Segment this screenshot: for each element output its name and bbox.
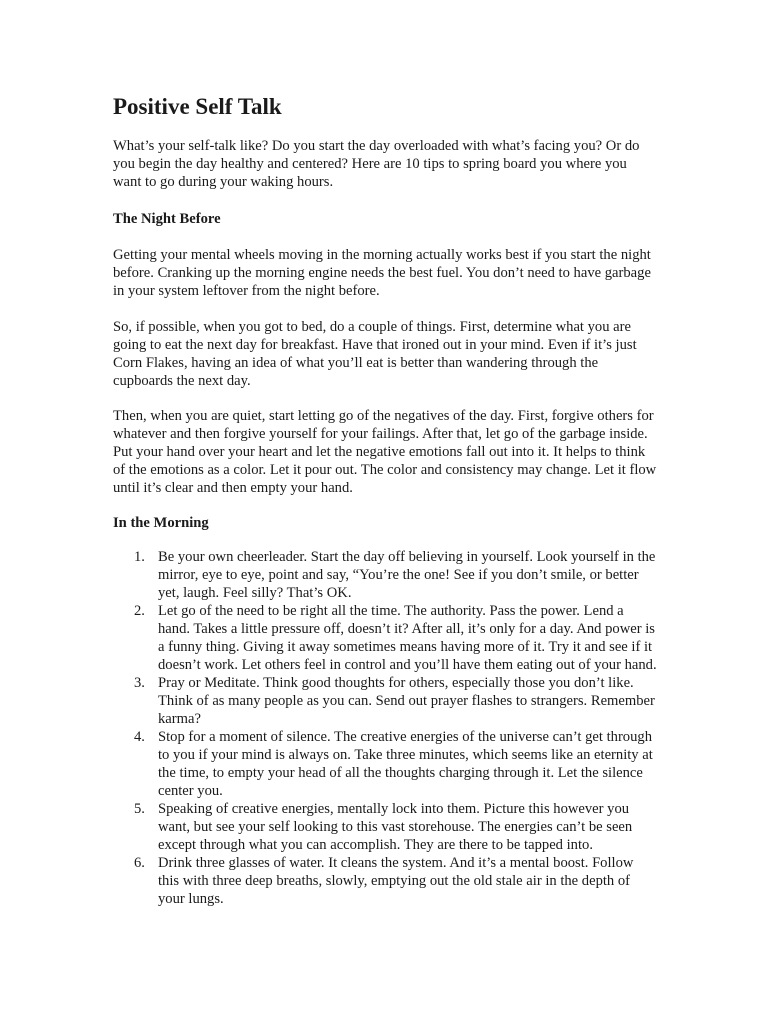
night-paragraph-1: Getting your mental wheels moving in the morning actually works best if you start the night before. Cranking up the morning engine needs the best fuel. You don’t need to have garbage in your system leftover from the night before. <box>113 247 651 299</box>
list-item <box>113 602 658 674</box>
intro-paragraph: What’s your self-talk like? Do you start the day overloaded with what’s facing you? Or do you begin the day healthy and centered? Here are 10 tips to spring board you where you want to go during your waking hours. <box>113 138 640 190</box>
list-item <box>113 854 658 908</box>
list-item-text: Drink three glasses of water. It cleans the system. And it’s a mental boost. Follow this with three deep breaths, slowly, emptying out the old stale air in the depth of your lungs. <box>158 855 634 907</box>
list-item <box>113 548 658 602</box>
section-heading-night-before: The Night Before <box>113 211 221 227</box>
night-paragraph-2: So, if possible, when you got to bed, do a couple of things. First, determine what you are going to eat the next day for breakfast. Have that ironed out in your mind. Even if it’s just Corn Flakes, having an idea of what you’ll eat is better than wandering through the cupboards the next day. <box>113 319 637 389</box>
list-item <box>113 728 658 800</box>
list-item-number: 4. <box>134 729 145 745</box>
page-title: Positive Self Talk <box>113 94 282 119</box>
morning-tips-list <box>113 548 658 908</box>
list-item <box>113 800 658 854</box>
list-item-text: Let go of the need to be right all the time. The authority. Pass the power. Lend a hand. Takes a little pressure off, doesn’t it? After all, it’s only for a day. And power is a funny thing. Giving it away sometimes means having more of it. Try it and see if it doesn’t work. Let others feel in control and you’ll have them eating out of your hand. <box>158 603 657 673</box>
list-item-number: 6. <box>134 855 145 871</box>
night-paragraph-3: Then, when you are quiet, start letting go of the negatives of the day. First, forgive others for whatever and then forgive yourself for your failings. After that, let go of the garbage inside. Put your hand over your heart and let the negative emotions fall out into it. It helps to think of the emotions as a color. Let it pour out. The color and consistency may change. Let it flow until it’s clear and then empty your hand. <box>113 408 657 496</box>
list-item-text: Pray or Meditate. Think good thoughts for others, especially those you don’t like. Think of as many people as you can. Send out prayer flashes to strangers. Remember karma? <box>158 675 655 727</box>
list-item-number: 3. <box>134 675 145 691</box>
section-heading-in-the-morning: In the Morning <box>113 515 209 531</box>
list-item-text: Stop for a moment of silence. The creative energies of the universe can’t get through to you if your mind is always on. Take three minutes, which seems like an eternity at the time, to empty your head of all the thoughts charging through it. Let the silence center you. <box>158 729 653 799</box>
list-item-text: Speaking of creative energies, mentally lock into them. Picture this however you want, but see your self looking to this vast storehouse. The energies can’t be seen except through what you can accomplish. They are there to be tapped into. <box>158 801 633 853</box>
list-item-number: 2. <box>134 603 145 619</box>
list-item-number: 5. <box>134 801 145 817</box>
list-item <box>113 674 658 728</box>
list-item-text: Be your own cheerleader. Start the day off believing in yourself. Look yourself in the mirror, eye to eye, point and say, “You’re the one! See if you don’t smile, or better yet, laugh. Feel silly? That’s OK. <box>158 549 656 601</box>
list-item-number: 1. <box>134 549 145 565</box>
